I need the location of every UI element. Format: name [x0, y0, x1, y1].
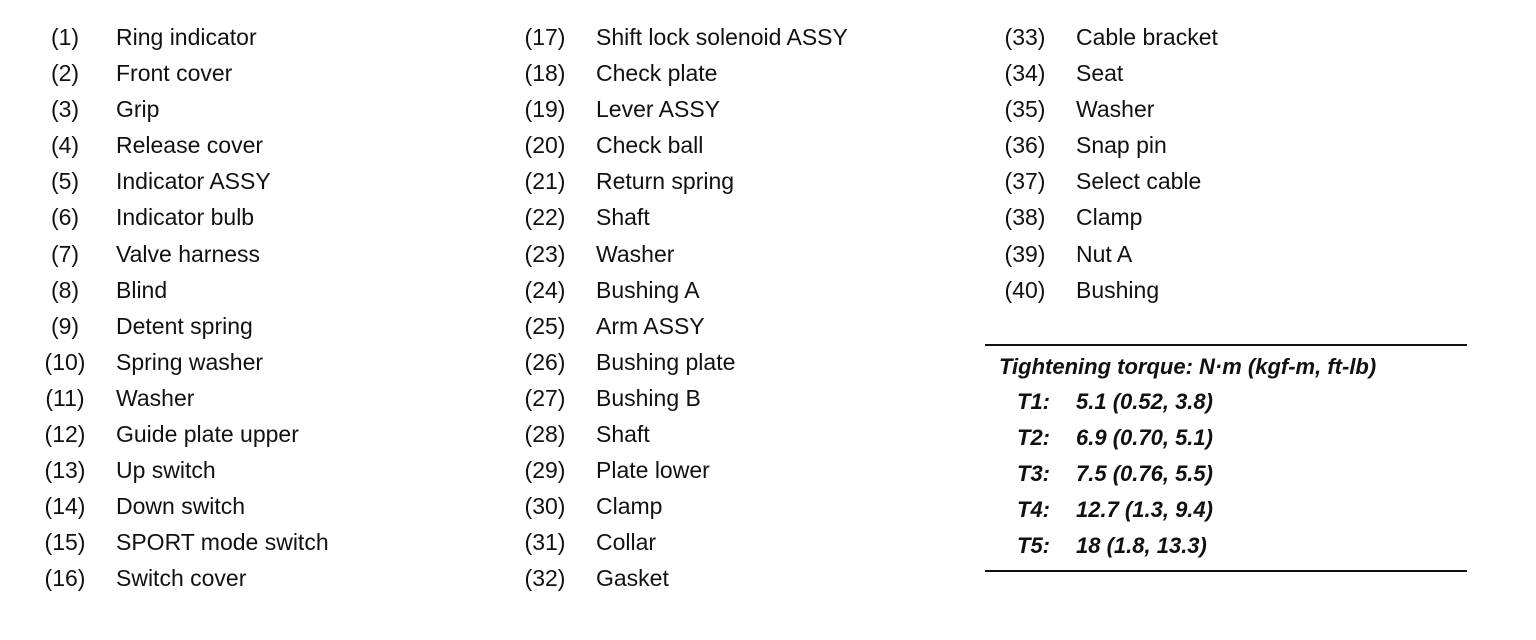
part-number: (1) [50, 24, 80, 50]
part-label: Up switch [116, 457, 216, 484]
part-item [1000, 92, 1155, 128]
torque-code: T4: [1017, 497, 1050, 523]
torque-row [985, 492, 1467, 528]
part-item [520, 273, 700, 309]
part-number: (6) [50, 204, 80, 231]
part-label: Clamp [596, 493, 663, 520]
torque-title: Tightening torque: N·m (kgf-m, ft-lb) [999, 354, 1377, 379]
part-label: Clamp [1076, 204, 1143, 231]
part-item [520, 453, 710, 489]
part-label: Shaft [596, 421, 650, 448]
part-number: (11) [45, 384, 85, 411]
part-label: Valve harness [116, 240, 261, 267]
part-label: Washer [1076, 96, 1155, 123]
torque-code: T1: [1017, 389, 1050, 414]
part-label: Snap pin [1076, 132, 1167, 159]
part-item [520, 381, 701, 417]
part-item [520, 237, 675, 273]
part-label: Bushing [1076, 276, 1160, 303]
part-label: Check plate [596, 60, 718, 87]
part-label: Release cover [116, 132, 264, 159]
part-item [40, 561, 247, 597]
part-label: Grip [116, 96, 160, 123]
part-item [40, 237, 261, 273]
part-item [520, 309, 705, 345]
part-item [520, 489, 663, 525]
part-number: (4) [50, 132, 80, 159]
part-item [40, 200, 255, 236]
part-item [1000, 200, 1143, 236]
torque-row [985, 456, 1467, 492]
part-label: Bushing A [596, 276, 700, 303]
torque-row [985, 420, 1467, 456]
part-item [520, 561, 669, 597]
parts-column-3 [1000, 20, 1218, 309]
part-label: Bushing B [596, 384, 701, 411]
part-item [520, 525, 657, 561]
part-number: (2) [50, 60, 80, 87]
part-number: (3) [50, 96, 80, 123]
part-number: (17) [524, 24, 566, 50]
torque-value: 7.5 (0.76, 5.5) [1076, 461, 1213, 487]
part-number: (35) [1004, 96, 1046, 123]
tightening-torque-table [985, 344, 1467, 572]
part-item [520, 92, 721, 128]
part-number: (39) [1004, 240, 1046, 267]
part-item [40, 417, 299, 453]
part-number: (32) [524, 565, 566, 592]
part-item [40, 525, 329, 561]
part-number: (13) [44, 457, 86, 484]
part-number: (31) [524, 529, 566, 556]
part-item [520, 417, 650, 453]
part-number: (40) [1004, 276, 1046, 303]
part-item [1000, 56, 1124, 92]
part-number: (14) [44, 493, 86, 520]
part-number: (22) [524, 204, 566, 231]
part-number: (28) [524, 421, 566, 448]
part-number: (33) [1004, 24, 1046, 50]
part-label: Bushing plate [596, 348, 736, 375]
part-label: Shift lock solenoid ASSY [596, 24, 848, 50]
part-number: (10) [44, 348, 86, 375]
torque-row [985, 528, 1467, 564]
part-item [520, 128, 704, 164]
part-label: Switch cover [116, 565, 247, 592]
part-item [40, 309, 253, 345]
part-number: (27) [524, 384, 566, 411]
part-label: Arm ASSY [596, 312, 705, 339]
part-number: (19) [524, 96, 566, 123]
part-label: Cable bracket [1076, 24, 1218, 50]
part-label: Collar [596, 529, 657, 556]
part-item [40, 20, 257, 56]
part-number: (38) [1004, 204, 1046, 231]
part-number: (7) [50, 240, 80, 267]
part-number: (12) [44, 421, 86, 448]
part-number: (8) [50, 276, 80, 303]
part-label: Detent spring [116, 312, 253, 339]
part-label: SPORT mode switch [116, 529, 329, 556]
part-number: (5) [50, 168, 80, 195]
torque-row [985, 384, 1467, 420]
part-item [40, 489, 246, 525]
part-item [520, 200, 650, 236]
part-item [40, 92, 160, 128]
part-item [1000, 164, 1202, 200]
part-number: (20) [524, 132, 566, 159]
part-label: Seat [1076, 60, 1124, 87]
part-item [1000, 20, 1218, 56]
torque-value: 18 (1.8, 13.3) [1076, 533, 1207, 559]
part-label: Indicator bulb [116, 204, 255, 231]
part-label: Guide plate upper [116, 421, 299, 448]
part-label: Lever ASSY [596, 96, 721, 123]
part-number: (15) [44, 529, 86, 556]
part-number: (18) [524, 60, 566, 87]
part-number: (23) [524, 240, 566, 267]
part-label: Shaft [596, 204, 650, 231]
part-number: (30) [524, 493, 566, 520]
part-label: Spring washer [116, 348, 264, 375]
part-item [520, 345, 736, 381]
part-label: Select cable [1076, 168, 1202, 195]
part-item [40, 345, 264, 381]
parts-column-1 [40, 20, 329, 598]
part-item [40, 56, 233, 92]
part-label: Blind [116, 276, 168, 303]
part-number: (34) [1004, 60, 1046, 87]
part-label: Indicator ASSY [116, 168, 271, 195]
torque-value: 6.9 (0.70, 5.1) [1076, 425, 1213, 451]
part-number: (25) [524, 312, 566, 339]
part-label: Front cover [116, 60, 233, 87]
part-item [40, 273, 168, 309]
torque-value: 12.7 (1.3, 9.4) [1076, 497, 1213, 523]
torque-code: T5: [1017, 533, 1050, 559]
part-number: (36) [1004, 132, 1046, 159]
part-label: Washer [116, 384, 195, 411]
torque-code: T3: [1017, 461, 1050, 487]
part-item [1000, 237, 1133, 273]
part-item [40, 453, 216, 489]
part-item [40, 128, 264, 164]
part-number: (29) [524, 457, 566, 484]
part-label: Down switch [116, 493, 246, 520]
part-item [520, 20, 848, 56]
part-label: Plate lower [596, 457, 710, 484]
part-label: Ring indicator [116, 24, 257, 50]
part-item [1000, 273, 1160, 309]
part-label: Washer [596, 240, 675, 267]
part-number: (16) [44, 565, 86, 592]
torque-code: T2: [1017, 425, 1050, 451]
part-label: Gasket [596, 565, 669, 592]
part-number: (9) [50, 312, 80, 339]
part-label: Return spring [596, 168, 735, 195]
part-number: (24) [524, 276, 566, 303]
part-item [40, 381, 195, 417]
part-number: (37) [1004, 168, 1046, 195]
part-number: (21) [524, 168, 566, 195]
part-item [40, 164, 271, 200]
part-item [520, 56, 718, 92]
torque-value: 5.1 (0.52, 3.8) [1076, 389, 1213, 414]
part-label: Check ball [596, 132, 704, 159]
part-number: (26) [524, 348, 566, 375]
part-label: Nut A [1076, 240, 1133, 267]
part-item [1000, 128, 1167, 164]
part-item [520, 164, 735, 200]
parts-column-2 [520, 20, 848, 598]
